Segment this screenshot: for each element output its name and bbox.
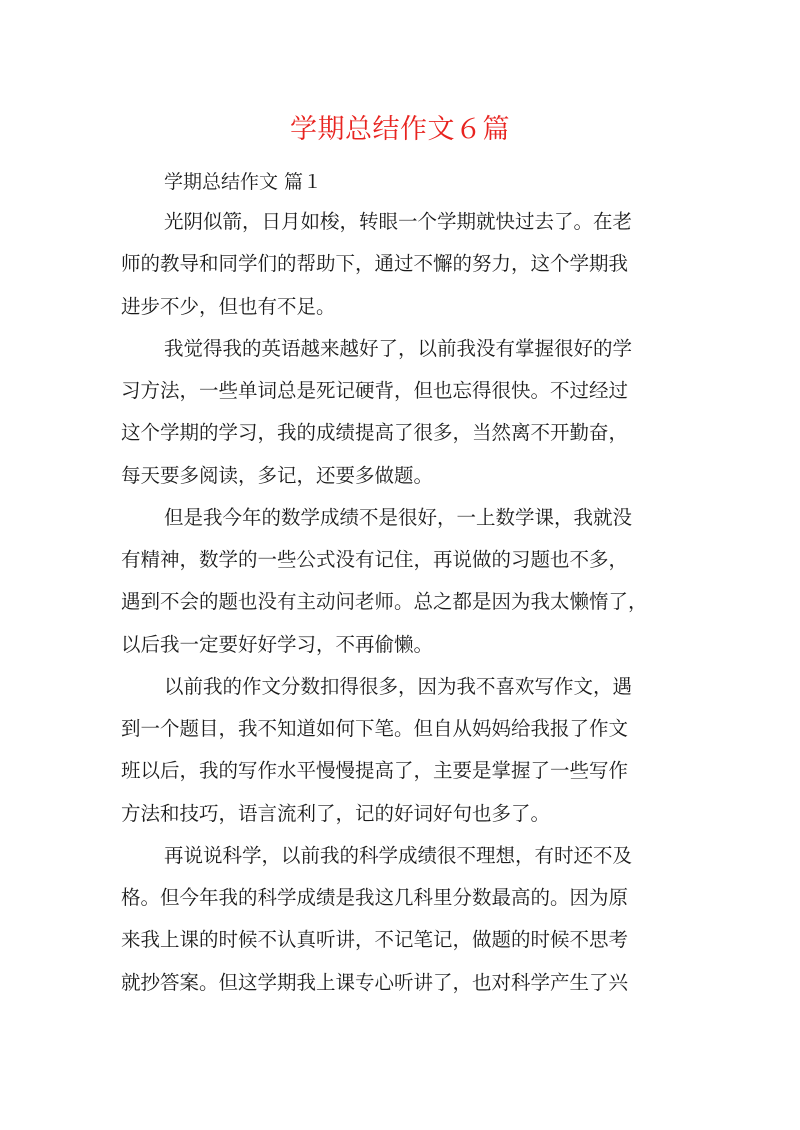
paragraph-line: 以前我的作文分数扣得很多，因为我不喜欢写作文，遇 [164,674,633,698]
paragraph-line: 遇到不会的题也没有主动问老师。总之都是因为我太懒惰了， [121,590,648,614]
paragraph-line: 光阴似箭，日月如梭，转眼一个学期就快过去了。在老 [164,210,633,233]
paragraph-line: 习方法，一些单词总是死记硬背，但也忘得很快。不过经过 [121,379,629,402]
paragraph-line: 有精神，数学的一些公式没有记住，再说做的习题也不多， [121,548,629,571]
paragraph-line: 但是我今年的数学成绩不是很好，一上数学课，我就没 [164,505,633,529]
paragraph-line: 就抄答案。但这学期我上课专心听讲了，也对科学产生了兴 [121,970,629,994]
body-text [121,201,681,1004]
paragraph-line: 进步不少，但也有不足。 [121,294,336,318]
paragraph-line: 这个学期的学习，我的成绩提高了很多，当然离不开勤奋， [121,421,629,445]
paragraph-line: 来我上课的时候不认真听讲，不记笔记，做题的时候不思考 [121,928,629,952]
paragraph-line: 方法和技巧，语言流利了，记的好词好句也多了。 [121,801,551,825]
paragraph-line: 格。但今年我的科学成绩是我这几科里分数最高的。因为原 [121,886,629,909]
paragraph-line: 再说说科学，以前我的科学成绩很不理想，有时还不及 [164,843,633,867]
paragraph-line: 以后我一定要好好学习，不再偷懒。 [121,632,434,656]
paragraph-line: 我觉得我的英语越来越好了，以前我没有掌握很好的学 [164,336,633,360]
paragraph-line: 到一个题目，我不知道如何下笔。但自从妈妈给我报了作文 [121,717,629,740]
section-heading: 学期总结作文 篇１ [164,171,323,193]
paragraph-line: 师的教导和同学们的帮助下，通过不懈的努力，这个学期我 [121,252,629,276]
paragraph-line: 每天要多阅读，多记，还要多做题。 [121,463,434,487]
paragraph-line: 班以后，我的写作水平慢慢提高了，主要是掌握了一些写作 [121,759,629,783]
page-title: 学期总结作文６篇 [290,114,510,145]
